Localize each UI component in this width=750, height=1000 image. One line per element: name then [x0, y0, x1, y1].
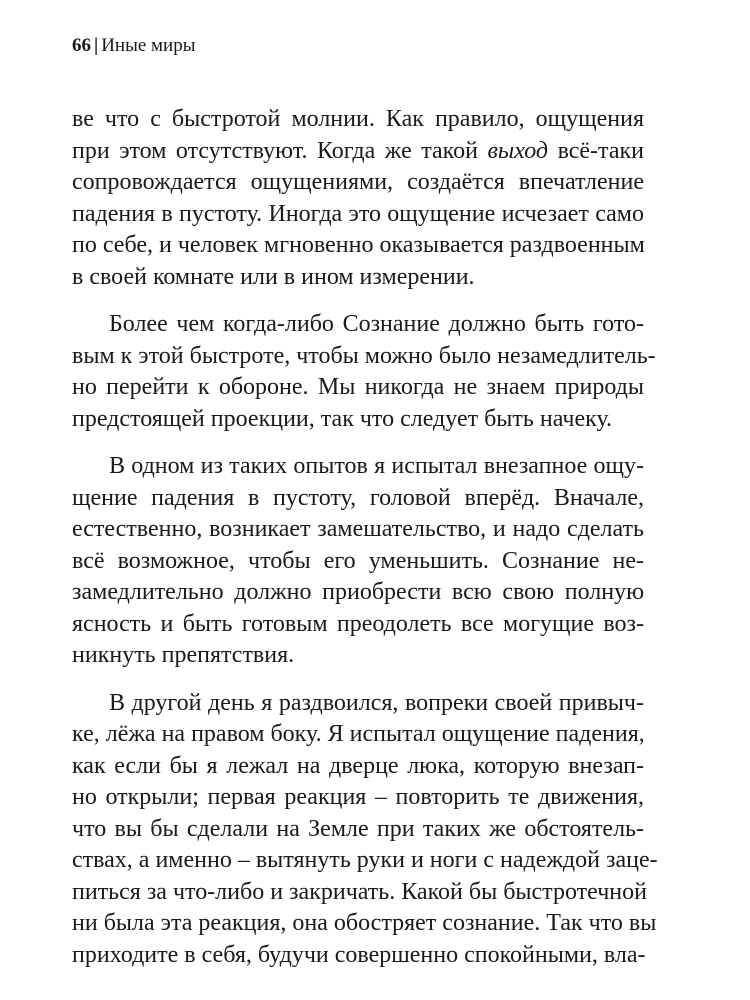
text-line: при этом отсутствуют. Когда же такой выход всё-таки [72, 137, 644, 164]
text-line: приходите в себя, будучи совершенно спокойными, вла- [72, 941, 646, 968]
text-line: что вы бы сделали на Земле при таких же обстоятель- [72, 815, 644, 842]
body-text [72, 104, 658, 971]
header-separator: | [94, 35, 99, 56]
text-line: ясность и быть готовым преодолеть все могущие воз- [72, 610, 644, 637]
text-line: предстоящей проекции, так что следует быть начеку. [72, 405, 613, 432]
text-line: ве что с быстротой молнии. Как правило, ощущения [72, 106, 644, 132]
text-line: В другой день я раздвоился, вопреки своей привыч- [109, 689, 644, 716]
text-line: как если бы я лежал на дверце люка, которую внезап- [72, 752, 644, 779]
paragraph [72, 451, 644, 672]
text-line: в своей комнате или в ином измерении. [72, 263, 475, 290]
text-line: ке, лёжа на правом боку. Я испытал ощущение падения, [72, 721, 645, 747]
text-line: по себе, и человек мгновенно оказывается раздвоенным [72, 232, 645, 258]
text-line: всё возможное, чтобы его уменьшить. Сознание не- [72, 547, 644, 574]
paragraph [72, 309, 656, 435]
text-line: но перейти к обороне. Мы никогда не знаем природы [72, 374, 644, 400]
page-number: 66 [72, 35, 91, 56]
emphasis: выход [487, 137, 549, 164]
text-line: щение падения в пустоту, головой вперёд. Вначале, [72, 484, 644, 511]
paragraph [72, 688, 658, 972]
text-line: ни была эта реакция, она обостряет сознание. Так что вы [72, 910, 657, 936]
text-line: замедлительно должно приобрести всю свою полную [72, 579, 644, 605]
text-line: но открыли; первая реакция – повторить те движения, [72, 784, 644, 810]
text-line: сопровождается ощущениями, создаётся впечатление [72, 169, 644, 195]
text-line: питься за что-либо и закричать. Какой бы быстротечной [72, 878, 647, 905]
running-head [72, 34, 195, 58]
text-line: Более чем когда-либо Сознание должно быть гото- [109, 311, 644, 337]
book-title: Иные миры [101, 35, 196, 56]
text-line: ствах, а именно – вытянуть руки и ноги с надеждой заце- [72, 847, 658, 873]
text-line: падения в пустоту. Иногда это ощущение исчезает само [72, 200, 644, 227]
text-line: вым к этой быстроте, чтобы можно было незамедлитель- [72, 342, 656, 369]
paragraph [72, 104, 644, 293]
text-line: В одном из таких опытов я испытал внезапное ощу- [109, 453, 644, 479]
text-line: естественно, возникает замешательство, и надо сделать [72, 516, 644, 542]
text-line: никнуть препятствия. [72, 642, 295, 668]
